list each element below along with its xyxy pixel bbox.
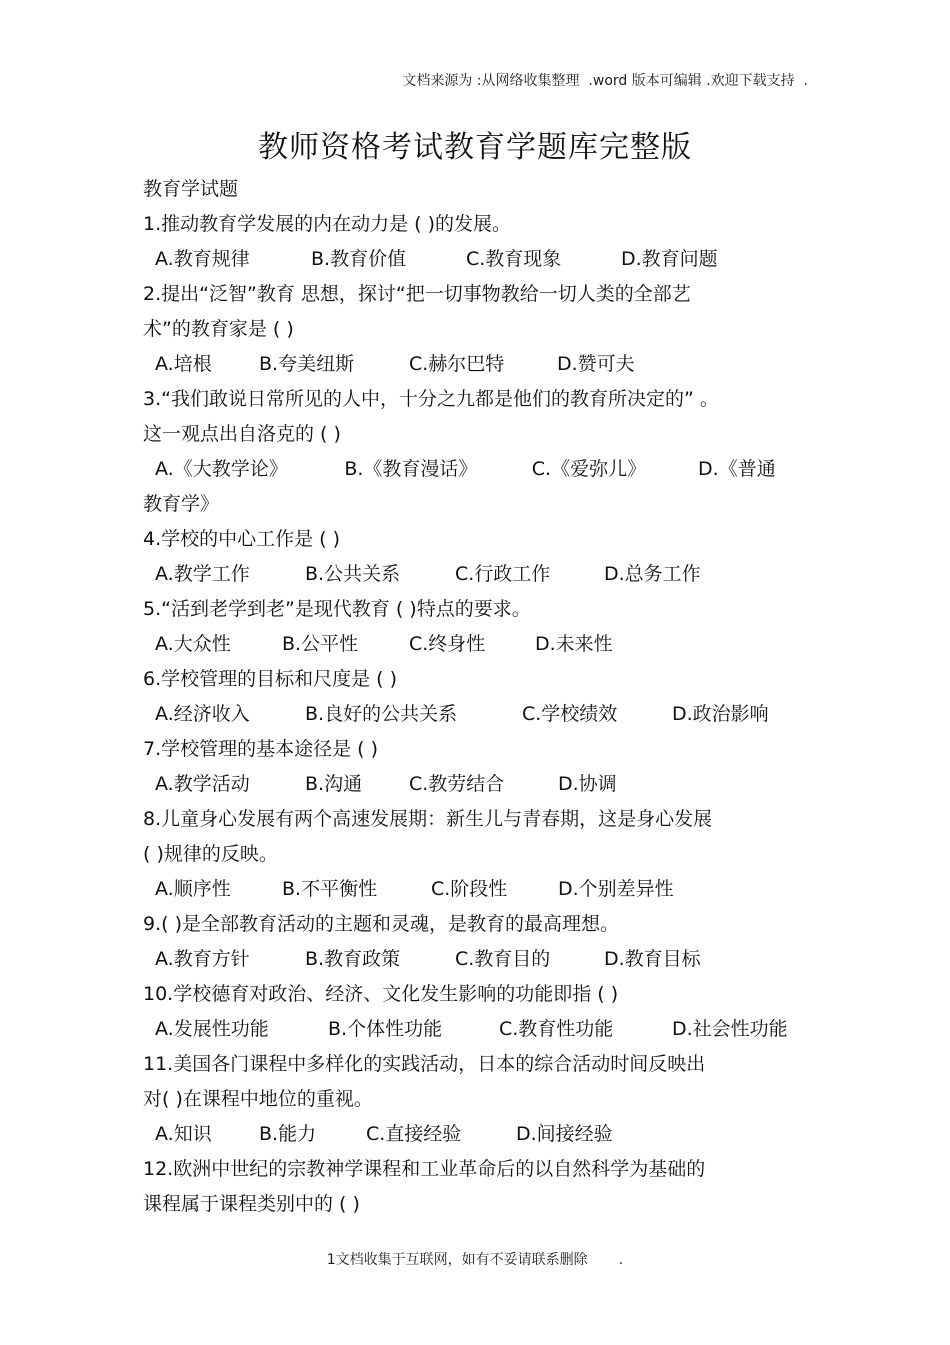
- option-item: B.夸美纽斯: [259, 353, 355, 375]
- option-item: A.教育规律: [155, 248, 250, 270]
- option-item: B.教育价值: [311, 248, 407, 270]
- options-row: [143, 942, 823, 977]
- option-item: C.学校绩效: [522, 703, 618, 725]
- option-item: A.顺序性: [155, 878, 231, 900]
- options-row: [143, 347, 823, 382]
- options-row: [143, 452, 823, 487]
- option-item: D.协调: [558, 773, 617, 795]
- question-line: 8.儿童身心发展有两个高速发展期：新生儿与青春期，这是身心发展: [143, 808, 713, 830]
- option-item: B.公平性: [282, 633, 359, 655]
- question-line: 对( )在课程中地位的重视。: [143, 1088, 373, 1110]
- options-row: [143, 1117, 823, 1152]
- option-item: C.直接经验: [366, 1123, 462, 1145]
- options-row: [143, 872, 823, 907]
- question-line: 3.“我们敢说日常所见的人中，十分之九都是他们的教育所决定的” 。: [143, 388, 719, 410]
- options-row: [143, 1012, 823, 1047]
- question-line: 9.( )是全部教育活动的主题和灵魂，是教育的最高理想。: [143, 913, 619, 935]
- options-row: [143, 767, 823, 802]
- option-item: C.教育性功能: [499, 1018, 614, 1040]
- option-item: B.沟通: [305, 773, 363, 795]
- option-item: A.经济收入: [155, 703, 250, 725]
- option-item: B.个体性功能: [328, 1018, 443, 1040]
- question-line: ( )规律的反映。: [143, 843, 278, 865]
- question-list: [143, 172, 823, 1222]
- option-item: D.教育目标: [604, 948, 701, 970]
- options-row: [143, 697, 823, 732]
- option-item: D.教育问题: [621, 248, 718, 270]
- question-line: 2.提出“泛智”教育 思想，探讨“把一切事物教给一切人类的全部艺: [143, 283, 691, 305]
- question-line: 课程属于课程类别中的 ( ): [143, 1193, 360, 1215]
- option-item: D.社会性功能: [672, 1018, 788, 1040]
- option-item: A.教学工作: [155, 563, 250, 585]
- question-lines: [143, 207, 823, 1222]
- option-item: A.培根: [155, 353, 212, 375]
- option-item: A.发展性功能: [155, 1018, 269, 1040]
- options-row: [143, 242, 823, 277]
- option-item: C.终身性: [409, 633, 486, 655]
- option-item: B.公共关系: [305, 563, 401, 585]
- option-item: C.赫尔巴特: [409, 353, 505, 375]
- question-line: 术”的教育家是 ( ): [143, 318, 294, 340]
- question-line: 5.“活到老学到老”是现代教育 ( )特点的要求。: [143, 598, 531, 620]
- section-label: 教育学试题: [143, 178, 239, 200]
- question-line: 6.学校管理的目标和尺度是 ( ): [143, 668, 398, 690]
- option-item: C.行政工作: [455, 563, 551, 585]
- option-item: D.未来性: [535, 633, 613, 655]
- question-line: 1.推动教育学发展的内在动力是 ( )的发展。: [143, 213, 512, 235]
- question-line: 教育学》: [143, 493, 220, 515]
- question-line: 7.学校管理的基本途径是 ( ): [143, 738, 379, 760]
- option-item: C.教育目的: [455, 948, 551, 970]
- option-item: A.教学活动: [155, 773, 250, 795]
- option-item: B.能力: [259, 1123, 317, 1145]
- option-item: B.良好的公共关系: [305, 703, 458, 725]
- header-note: 文档来源为 :从网络收集整理 .word 版本可编辑 .欢迎下载支持 .: [402, 73, 808, 89]
- footer-note: 1文档收集于互联网，如有不妥请联系删除 .: [326, 1252, 624, 1268]
- option-item: A.大众性: [155, 633, 231, 655]
- option-item: D.间接经验: [516, 1123, 613, 1145]
- option-item: D.个别差异性: [558, 878, 674, 900]
- question-line: 这一观点出自洛克的 ( ): [143, 423, 341, 445]
- question-line: 4.学校的中心工作是 ( ): [143, 528, 341, 550]
- option-item: A.教育方针: [155, 948, 250, 970]
- question-line: 10.学校德育对政治、经济、文化发生影响的功能即指 ( ): [143, 983, 619, 1005]
- options-row: [143, 557, 823, 592]
- option-item: D.政治影响: [672, 703, 769, 725]
- option-item: C.阶段性: [431, 878, 508, 900]
- option-item: C.教育现象: [466, 248, 562, 270]
- option-item: D.《普通: [698, 458, 776, 480]
- option-item: B.教育政策: [305, 948, 401, 970]
- option-item: B.《教育漫话》: [344, 458, 478, 480]
- options-row: [143, 627, 823, 662]
- option-item: B.不平衡性: [282, 878, 378, 900]
- question-line: 12.欧洲中世纪的宗教神学课程和工业革命后的以自然科学为基础的: [143, 1158, 706, 1180]
- option-item: D.赞可夫: [557, 353, 635, 375]
- option-item: A.知识: [155, 1123, 212, 1145]
- option-item: C.《爱弥儿》: [531, 458, 647, 480]
- option-item: C.教劳结合: [409, 773, 505, 795]
- option-item: A.《大教学论》: [155, 458, 288, 480]
- question-line: 11.美国各门课程中多样化的实践活动，日本的综合活动时间反映出: [143, 1053, 706, 1075]
- option-item: D.总务工作: [604, 563, 701, 585]
- document-title: 教师资格考试教育学题库完整版: [258, 130, 692, 165]
